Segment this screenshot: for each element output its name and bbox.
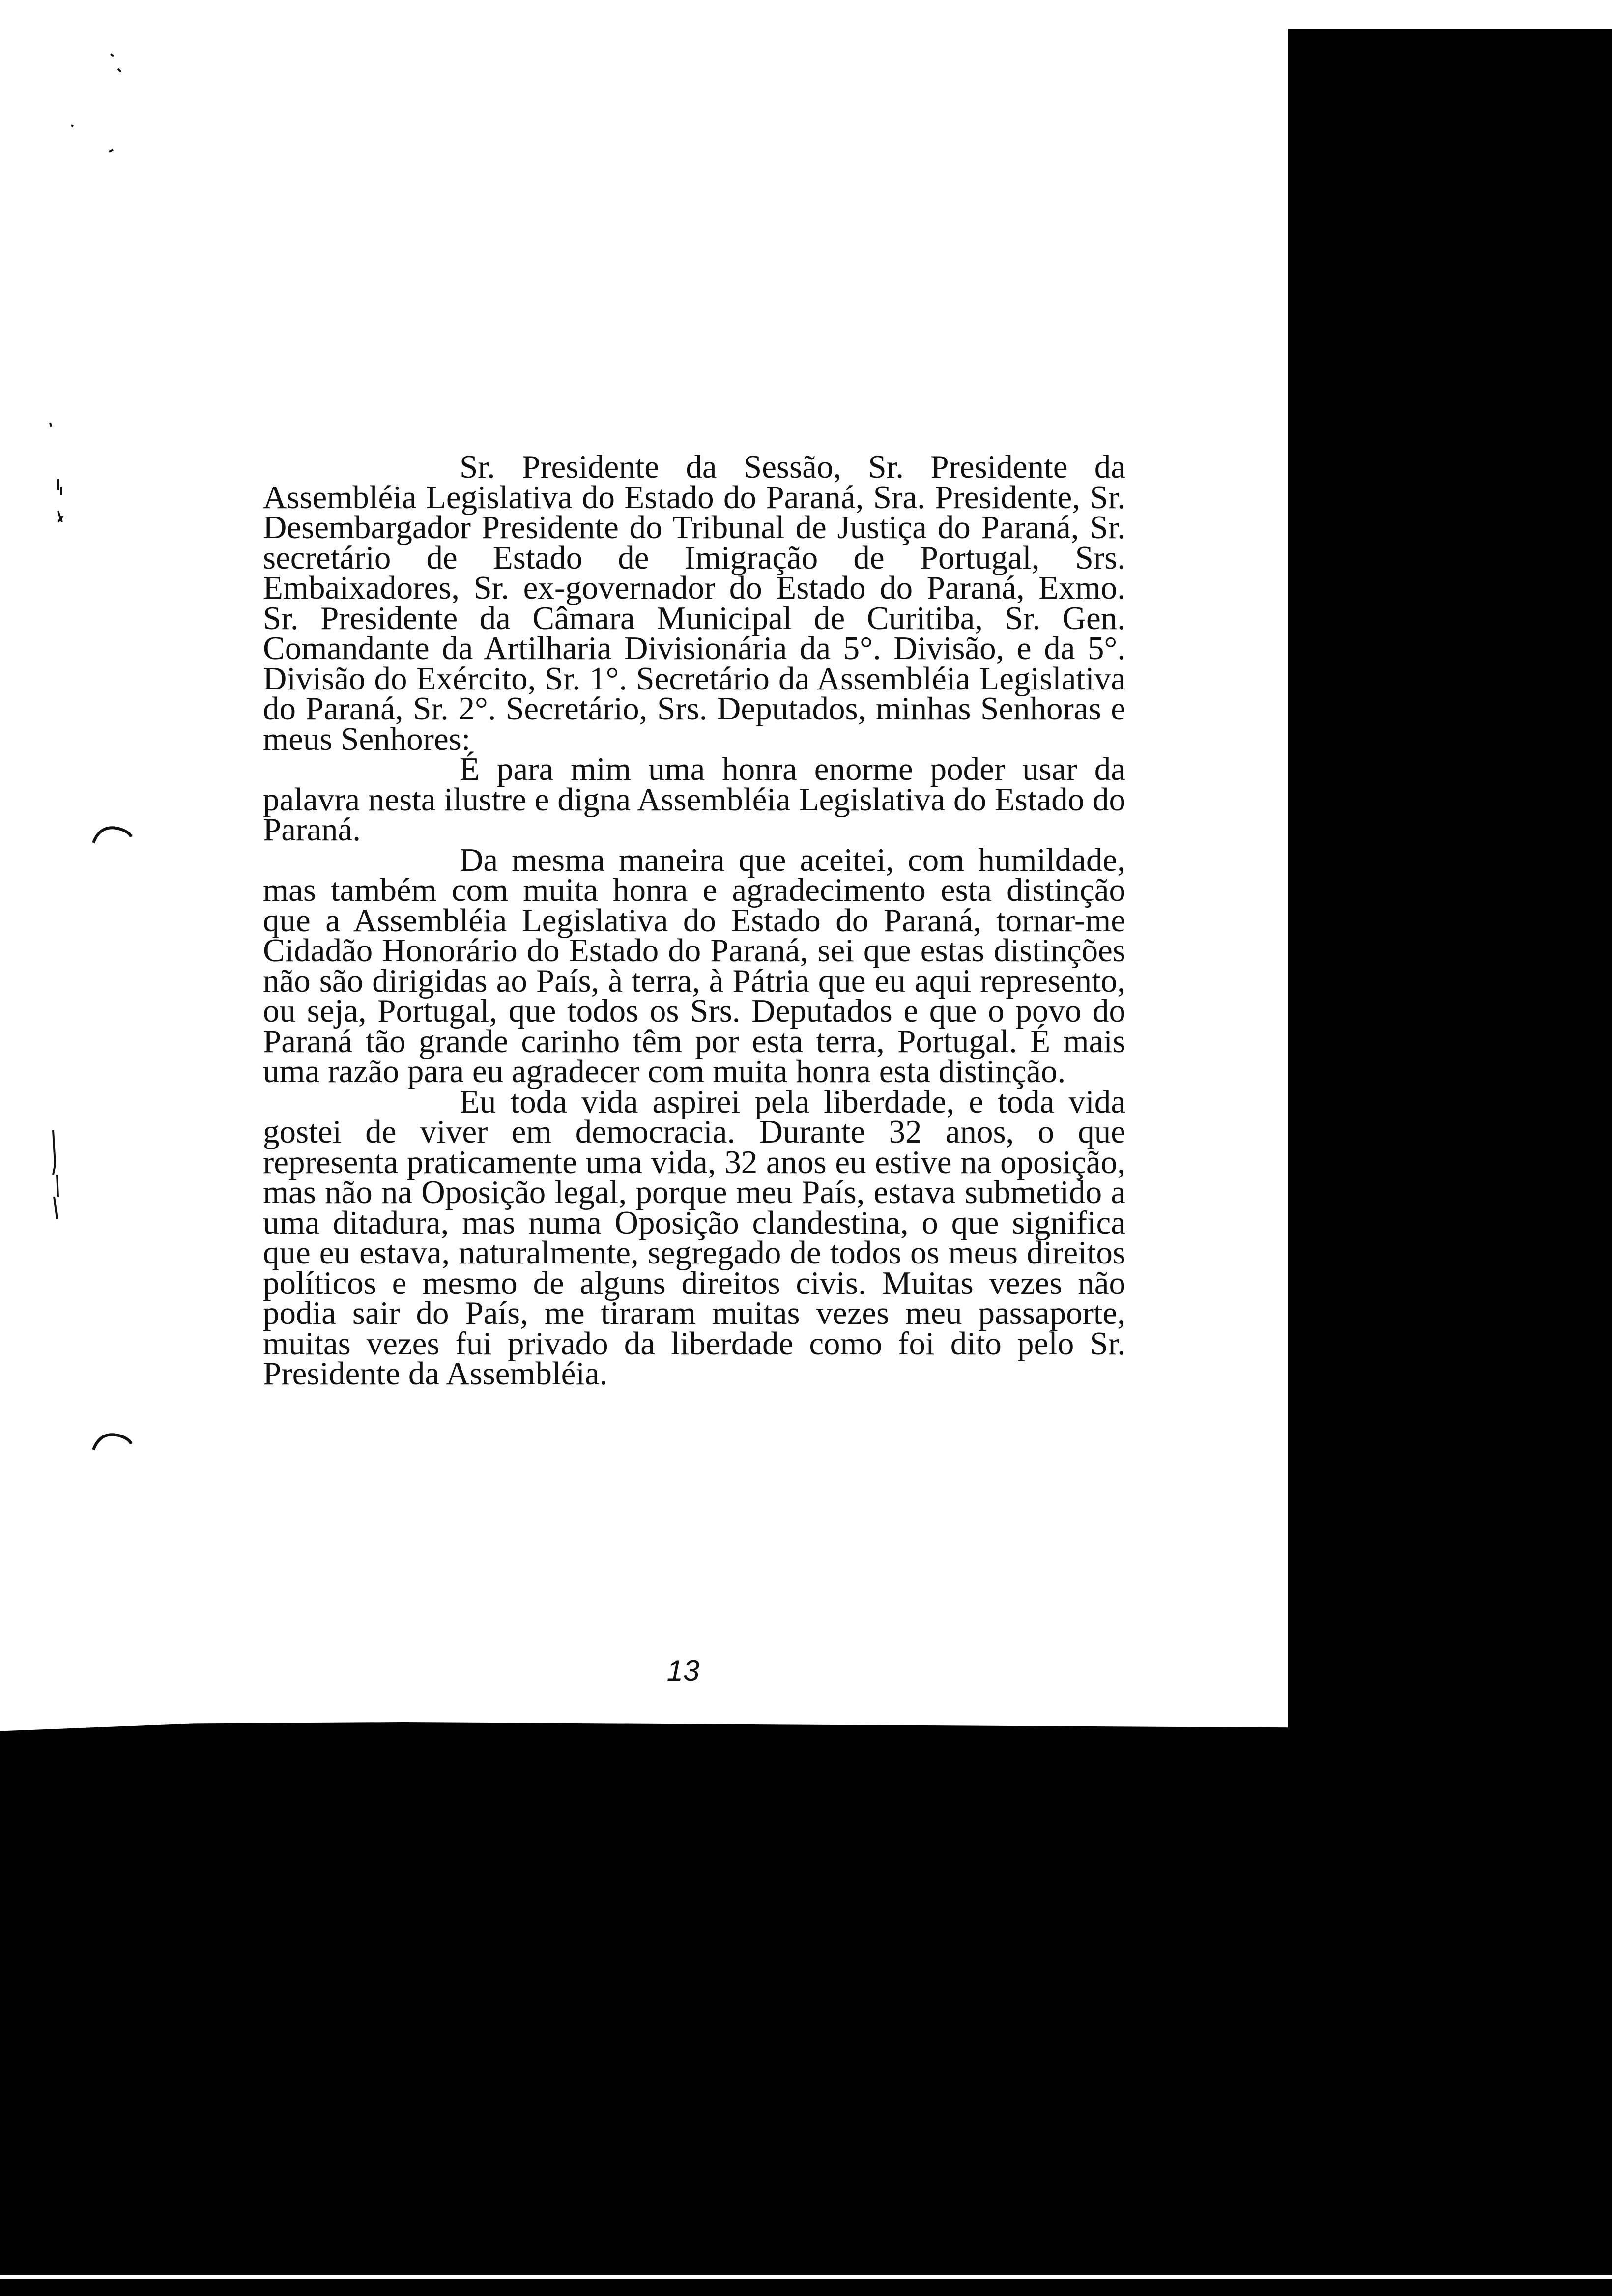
paragraph-salutation: Sr. Presidente da Sessão, Sr. Presidente da Assembléia Legislativa do Estado do Paraná, Sra. Presidente, Sr. Desembargador Presidente do Tribunal de Justiça do Paraná, Sr. secretário de Estado de Imigração de Portugal, Srs. Embaixadores, Sr. ex-governador do Estado do Paraná, Exmo. Sr. Presidente da Câmara Municipal de Curitiba, Sr. Gen. Comandante da Artilharia Divisionária da 5°. Divisão, e da 5°. Divisão do Exército, Sr. 1°. Secretário da Assembléia Legislativa do Paraná, Sr. 2°. Secretário, Srs. Deputados, minhas Senhoras e meus Senhores:: [263, 449, 1125, 757]
scan-border-bottom: [0, 1722, 1612, 2296]
paragraph-liberty: Eu toda vida aspirei pela liberdade, e toda vida gostei de viver em democracia. Durante 32 anos, o que representa praticamente uma vida, 32 anos eu estive na oposição, mas não na Oposição legal, porque meu País, estava submetido a uma ditadura, mas numa Oposição clandestina, o que significa que eu estava, naturalmente, segregado de todos os meus direitos políticos e mesmo de alguns direitos civis. Muitas vezes não podia sair do País, me tiraram muitas vezes meu passaporte, muitas vezes fui privado da liberdade como foi dito pelo Sr. Presidente da Assembléia.: [263, 1083, 1125, 1392]
scan-bottom-line: [0, 2275, 1612, 2279]
margin-scan-marks: [0, 0, 197, 1671]
paragraph-honor: É para mim uma honra enorme poder usar da palavra nesta ilustre e digna Assembléia Legislativa do Estado do Paraná.: [263, 751, 1125, 848]
paragraph-citizenship: Da mesma maneira que aceitei, com humildade, mas também com muita honra e agradecimento esta distinção que a Assembléia Legislativa do Estado do Paraná, tornar-me Cidadão Honorário do Estado do Paraná, sei que estas distinções não são dirigidas ao País, à terra, à Pátria que eu aqui represento, ou seja, Portugal, que todos os Srs. Deputados e que o povo do Paraná tão grande carinho têm por esta terra, Portugal. É mais uma razão para eu agradecer com muita honra esta distinção.: [263, 841, 1125, 1090]
page-number: 13: [666, 1654, 700, 1687]
body-text: [263, 449, 1125, 1392]
